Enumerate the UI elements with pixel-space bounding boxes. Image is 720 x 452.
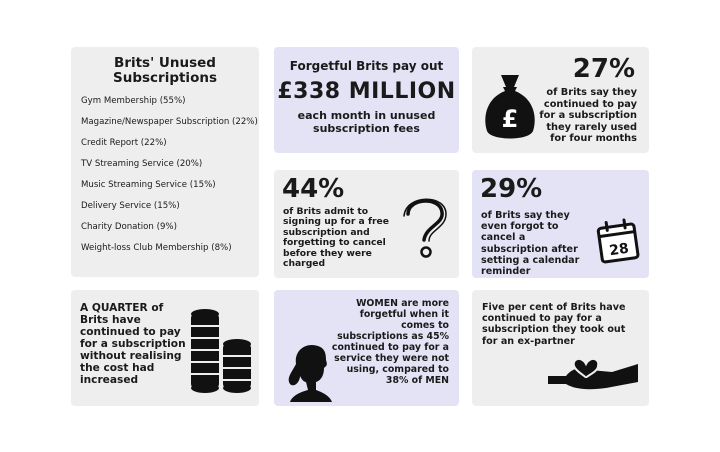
money-bag-icon (481, 71, 539, 143)
unused-subscriptions-card (71, 47, 259, 277)
women-card (274, 290, 459, 406)
svg-text:£: £ (501, 105, 519, 133)
list-item: Credit Report (22%) (81, 138, 167, 148)
payout-amount: £338 MILLION (277, 79, 456, 104)
list-item: Music Streaming Service (15%) (81, 180, 216, 190)
list-item: Weight-loss Club Membership (8%) (81, 243, 232, 253)
list-item: Magazine/Newspaper Subscription (22%) (81, 117, 258, 127)
calendar-icon (596, 218, 640, 264)
unused-subscriptions-title: Brits' Unused Subscriptions (113, 55, 217, 86)
quarter-text: A QUARTER of Brits have continued to pay for a subscription without realising the cost had increased (80, 302, 186, 386)
coin-stack-icon (189, 304, 255, 396)
stat-27-card (472, 47, 649, 153)
payout-tail: each month in unused subscription fees (297, 109, 436, 135)
quarter-card (71, 290, 259, 406)
hand-heart-icon (546, 354, 640, 392)
stat-27-percent: 27% (572, 54, 635, 84)
ex-partner-card (472, 290, 649, 406)
woman-silhouette-icon (282, 338, 338, 402)
stat-44-card (274, 170, 459, 278)
stat-29-card (472, 170, 649, 278)
stat-44-percent: 44% (282, 174, 345, 204)
payout-card (274, 47, 459, 153)
stat-29-percent: 29% (480, 174, 543, 204)
question-mark-icon (396, 194, 452, 262)
stat-29-text: of Brits say they even forgot to cancel a subscription after setting a calendar reminder (481, 210, 580, 278)
ex-partner-text: Five per cent of Brits have continued to pay for a subscription they took out for an ex-partner (482, 302, 626, 347)
payout-lead: Forgetful Brits pay out (289, 59, 444, 73)
stat-44-text: of Brits admit to signing up for a free subscription and forgetting to cancel before they were charged (283, 206, 389, 270)
women-text: WOMEN are more forgetful when it comes to subscriptions as 45% continued to pay for a service they were not using, compared to 38% of MEN (331, 298, 449, 386)
unused-subscriptions-list (71, 86, 259, 254)
svg-text:28: 28 (608, 240, 630, 260)
list-item: Gym Membership (55%) (81, 96, 186, 106)
list-item: TV Streaming Service (20%) (81, 159, 203, 169)
list-item: Delivery Service (15%) (81, 201, 180, 211)
list-item: Charity Donation (9%) (81, 222, 177, 232)
stat-27-text: of Brits say they continued to pay for a subscription they rarely used for four months (539, 87, 637, 144)
